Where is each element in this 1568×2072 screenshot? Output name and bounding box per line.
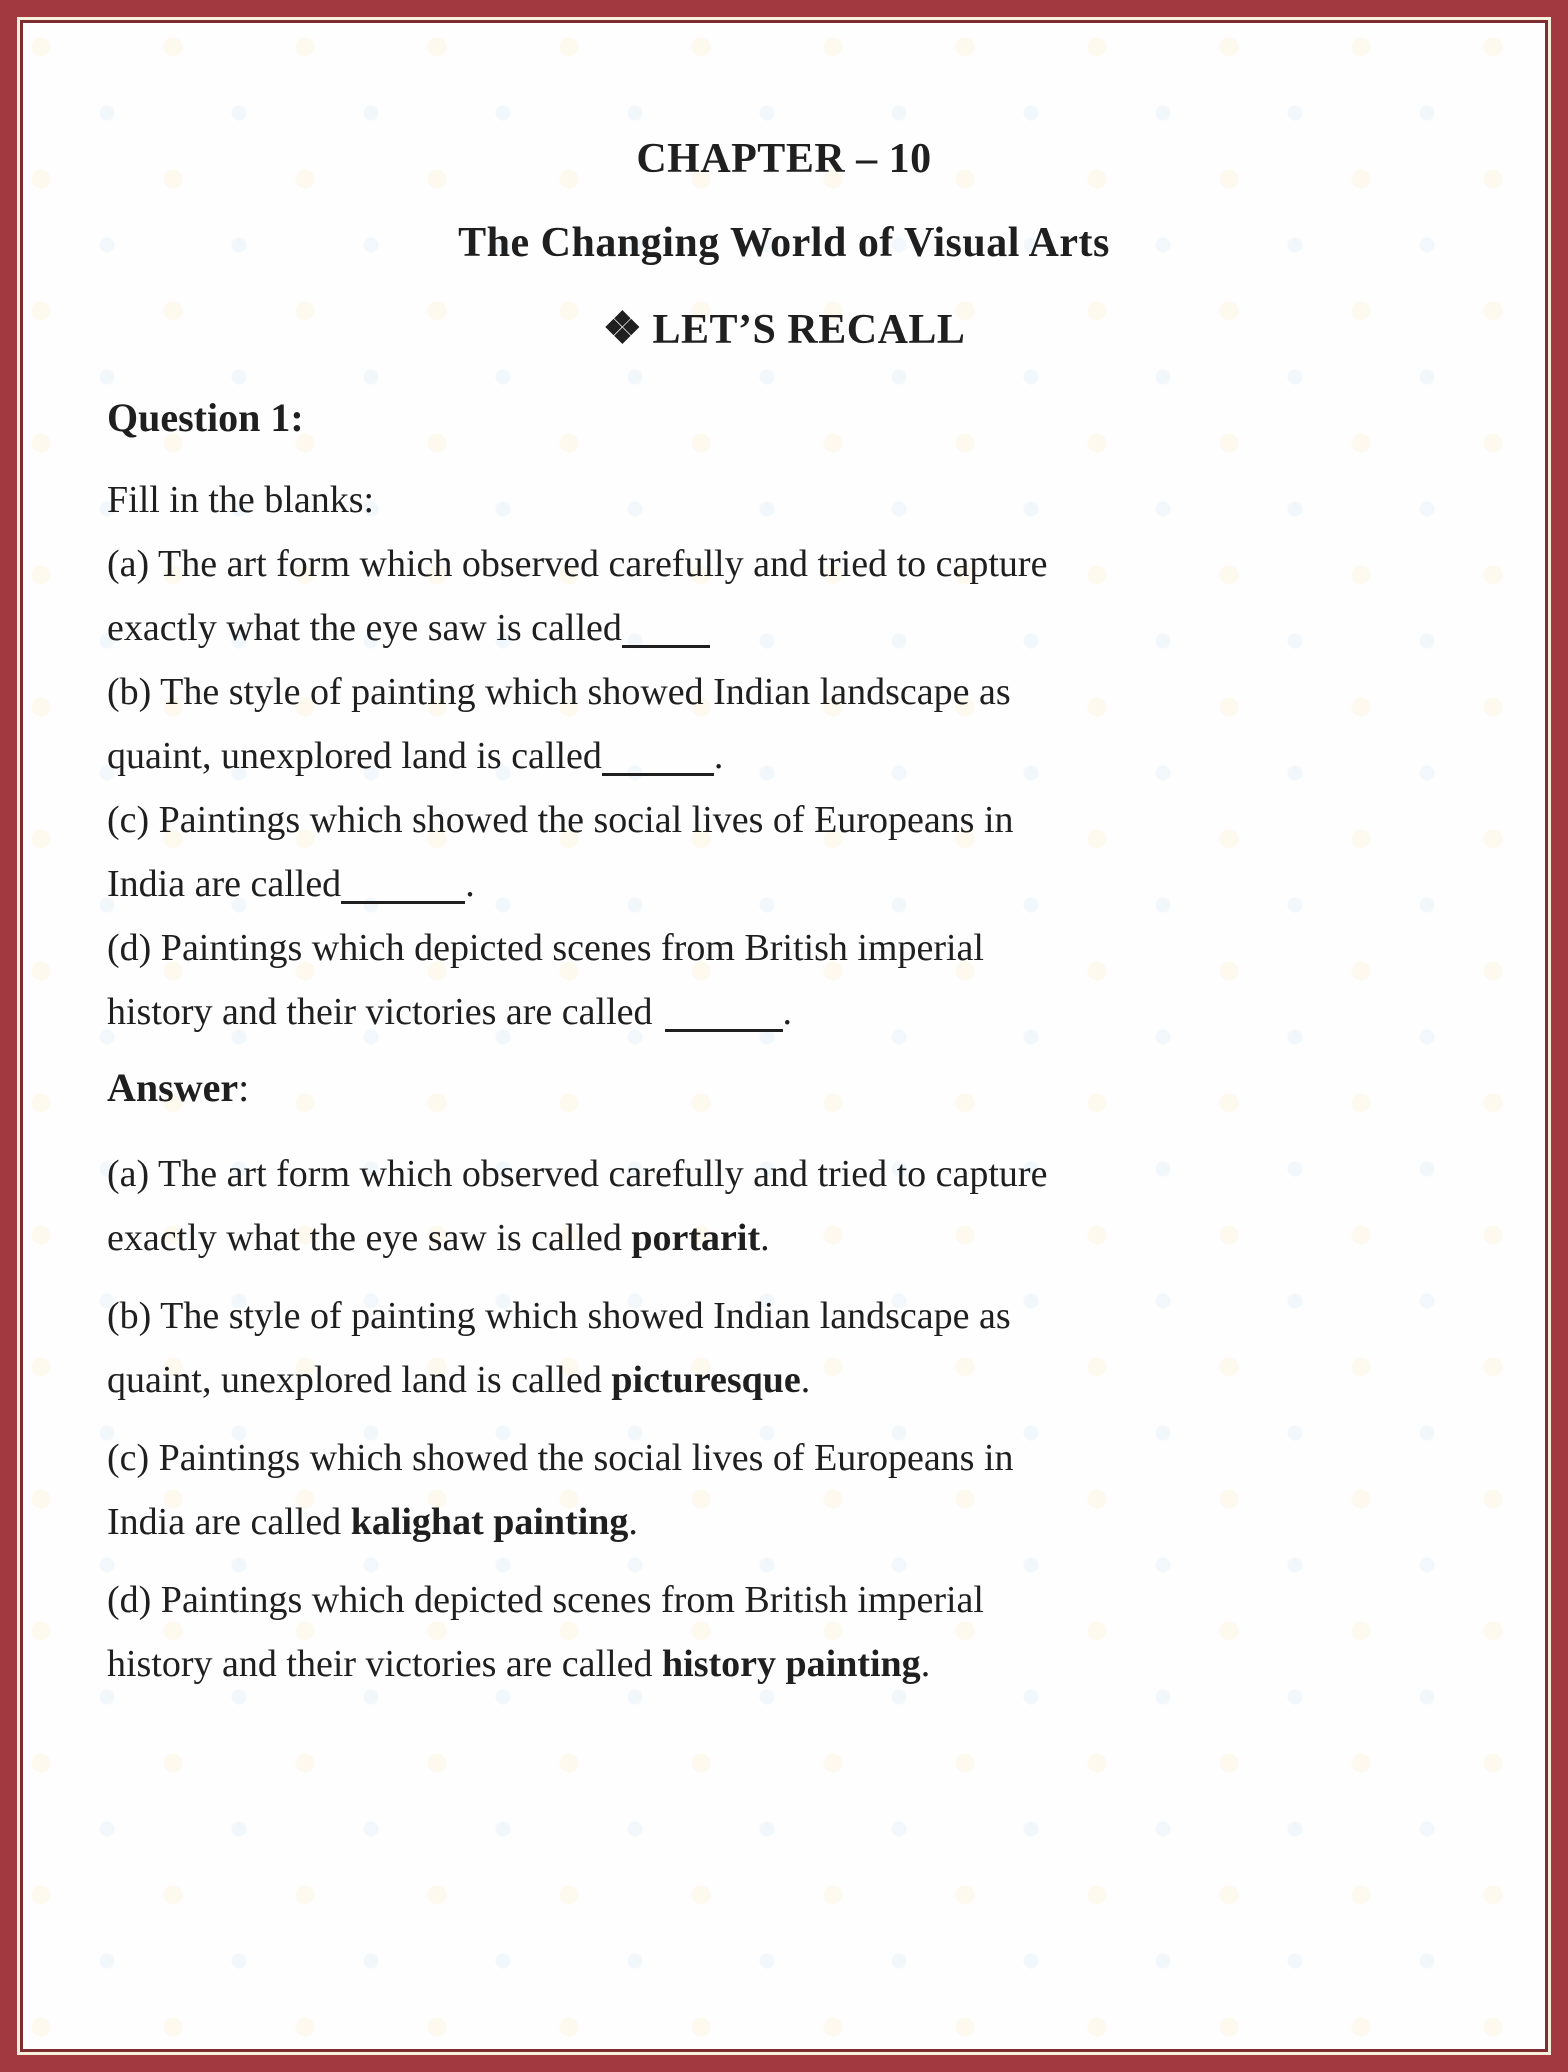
answer-line: India are called kalighat painting. bbox=[107, 1501, 638, 1543]
answer-bold-term: history painting bbox=[662, 1643, 921, 1685]
answer-line: (c) Paintings which showed the social lives of Europeans in bbox=[107, 1437, 1014, 1479]
blank-line bbox=[665, 1015, 783, 1032]
answer-bold-term: picturesque bbox=[611, 1359, 801, 1401]
section-heading-label: LET’S RECALL bbox=[652, 307, 966, 353]
question-line: quaint, unexplored land is called . bbox=[107, 735, 724, 777]
blank-line bbox=[622, 631, 710, 648]
question-line: (d) Paintings which depicted scenes from British imperial bbox=[107, 927, 984, 969]
answer-line: history and their victories are called history painting. bbox=[107, 1643, 931, 1685]
section-heading bbox=[107, 305, 1461, 354]
answer-line: exactly what the eye saw is called portarit. bbox=[107, 1217, 770, 1259]
answer-paragraph bbox=[107, 1426, 1461, 1554]
question-line: India are called . bbox=[107, 863, 475, 905]
chapter-title: CHAPTER – 10 bbox=[636, 136, 932, 182]
page-frame-cream-line bbox=[17, 17, 1551, 2055]
document-page bbox=[23, 23, 1545, 2049]
answer-line: (a) The art form which observed carefully and tried to capture bbox=[107, 1153, 1048, 1195]
answer-paragraph bbox=[107, 1568, 1461, 1696]
answer-bold-term: kalighat painting bbox=[350, 1501, 629, 1543]
question-line: history and their victories are called . bbox=[107, 991, 793, 1033]
answer-bold-term: portarit bbox=[631, 1217, 761, 1259]
question-line: (a) The art form which observed carefully and tried to capture bbox=[107, 543, 1048, 585]
question-line: (b) The style of painting which showed Indian landscape as bbox=[107, 671, 1011, 713]
answer-line: quaint, unexplored land is called picturesque. bbox=[107, 1359, 811, 1401]
question-line: exactly what the eye saw is called bbox=[107, 596, 1461, 660]
chapter-subtitle: The Changing World of Visual Arts bbox=[458, 220, 1110, 266]
answer-label: Answer: bbox=[107, 1065, 250, 1110]
answer-paragraph bbox=[107, 1142, 1461, 1270]
diamond-bullet-icon: ❖ bbox=[602, 304, 643, 353]
answer-line: (d) Paintings which depicted scenes from British imperial bbox=[107, 1579, 984, 1621]
answer-paragraph bbox=[107, 1284, 1461, 1412]
blank-line bbox=[341, 887, 465, 904]
answer-line: (b) The style of painting which showed Indian landscape as bbox=[107, 1295, 1011, 1337]
page-frame-maroon-line bbox=[20, 20, 1548, 2052]
blank-line bbox=[602, 759, 714, 776]
question-label: Question 1: bbox=[107, 395, 304, 440]
question-intro: Fill in the blanks: bbox=[107, 479, 375, 521]
question-body bbox=[107, 468, 1461, 1044]
question-line: (c) Paintings which showed the social lives of Europeans in bbox=[107, 799, 1014, 841]
